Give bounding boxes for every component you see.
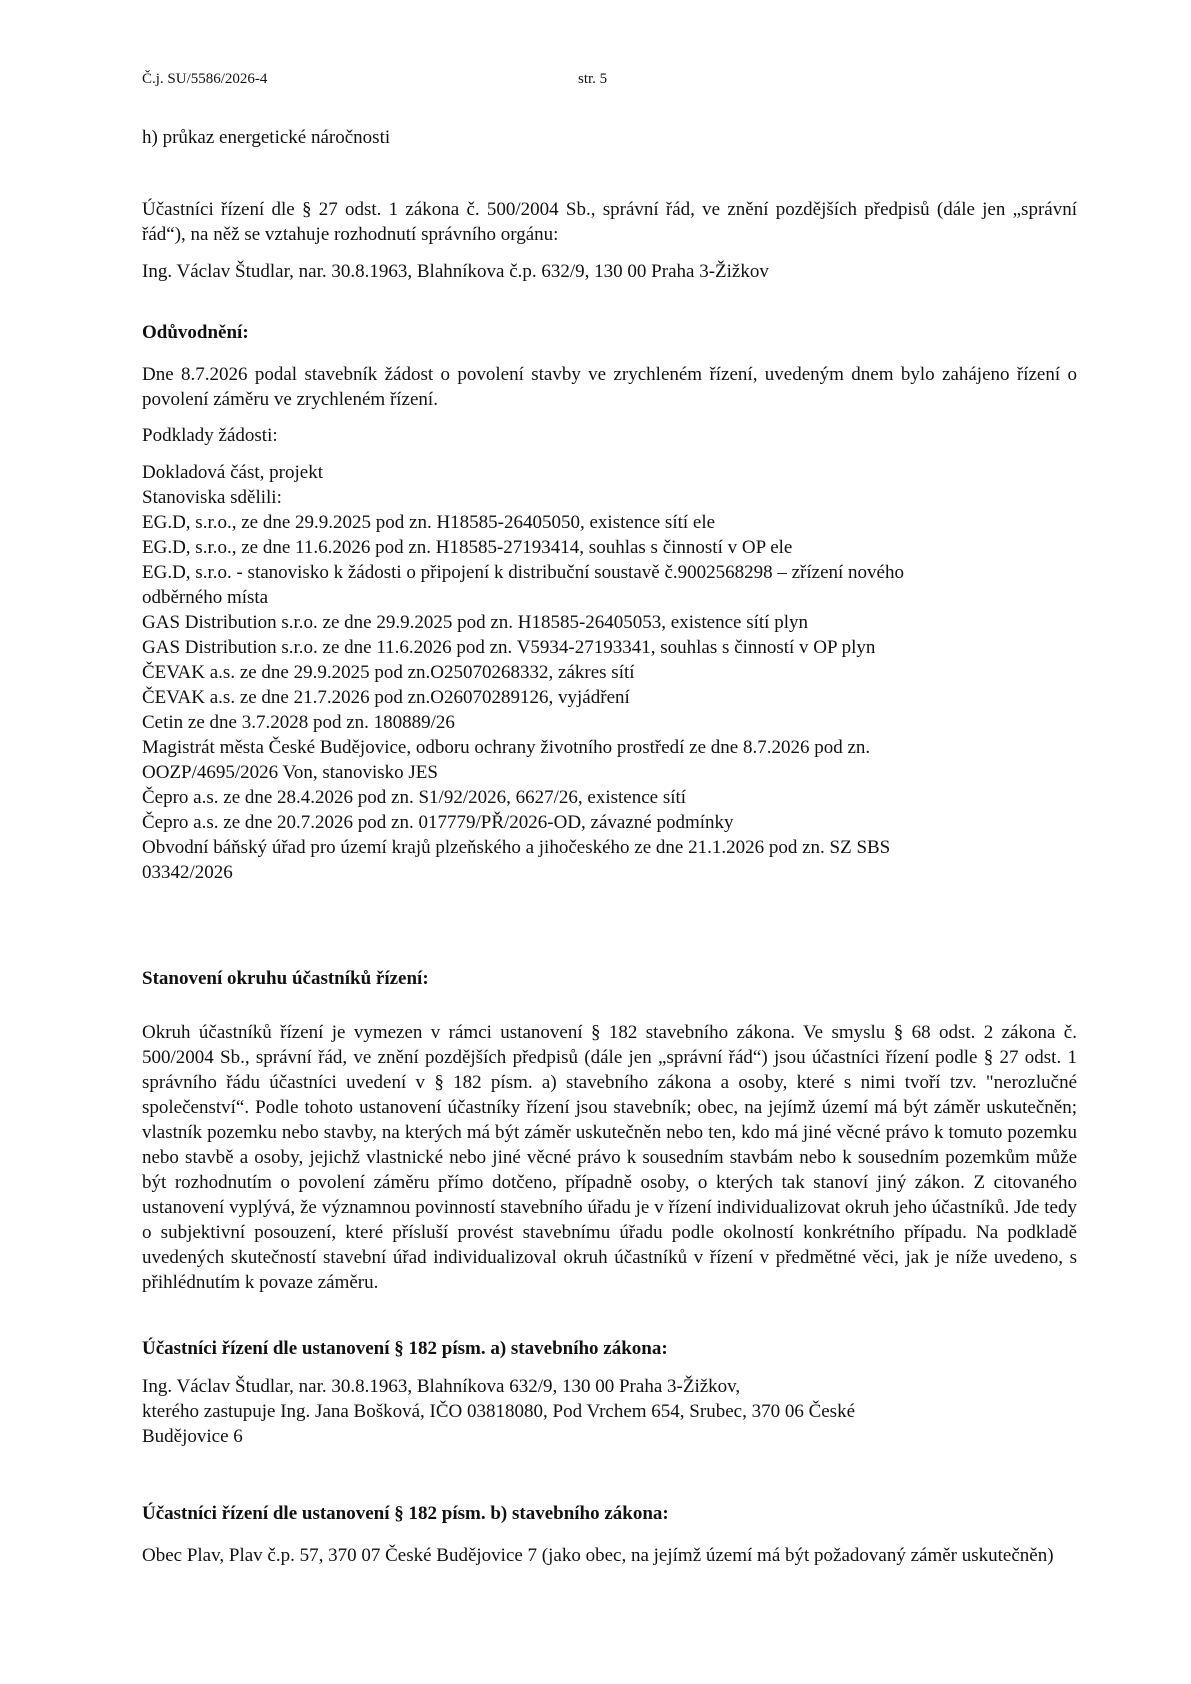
representative-city: Budějovice 6 xyxy=(142,1426,243,1447)
page-number: str. 5 xyxy=(578,71,608,87)
list-item: Magistrát města České Budějovice, odboru ochrany životního prostředí ze dne 8.7.2026 pod zn. xyxy=(142,737,871,758)
section-a-heading: Účastníci řízení dle ustanovení § 182 písm. a) stavebního zákona: xyxy=(142,1338,668,1359)
reference-number: Č.j. SU/5586/2026-4 xyxy=(142,71,268,87)
list-item: odběrného místa xyxy=(142,587,269,608)
participant-line: Ing. Václav Študlar, nar. 30.8.1963, Blahníkova 632/9, 130 00 Praha 3-Žižkov, xyxy=(142,1376,741,1397)
list-item: EG.D, s.r.o., ze dne 29.9.2025 pod zn. H18585-26405050, existence sítí ele xyxy=(142,512,716,533)
section-b-text: Obec Plav, Plav č.p. 57, 370 07 České Budějovice 7 (jako obec, na jejímž území má být požadovaný záměr uskutečněn) xyxy=(142,1545,1054,1566)
item-h: h) průkaz energetické náročnosti xyxy=(142,127,391,148)
list-item: 03342/2026 xyxy=(142,862,233,883)
representative-line: kterého zastupuje Ing. Jana Bošková, IČO 03818080, Pod Vrchem 654, Srubec, 370 06 České xyxy=(142,1401,856,1422)
participant-main: Ing. Václav Študlar, nar. 30.8.1963, Blahníkova č.p. 632/9, 130 00 Praha 3-Žižkov xyxy=(142,261,769,282)
list-item: EG.D, s.r.o. - stanovisko k žádosti o připojení k distribuční soustavě č.9002568298 – zřízení nového xyxy=(142,562,904,583)
list-item: Cetin ze dne 3.7.2028 pod zn. 180889/26 xyxy=(142,712,455,733)
participants-intro: Účastníci řízení dle § 27 odst. 1 zákona č. 500/2004 Sb., správní řád, ve znění pozdějších předpisů (dále jen „správní řád“), na něž se vztahuje rozhodnutí správního orgánu: xyxy=(142,199,1077,245)
section-b-heading: Účastníci řízení dle ustanovení § 182 písm. b) stavebního zákona: xyxy=(142,1503,669,1524)
list-item: EG.D, s.r.o., ze dne 11.6.2026 pod zn. H18585-27193414, souhlas s činností v OP ele xyxy=(142,537,793,558)
opinions-label: Stanoviska sdělili: xyxy=(142,487,282,508)
list-item: ČEVAK a.s. ze dne 21.7.2026 pod zn.O26070289126, vyjádření xyxy=(142,687,630,708)
list-item: GAS Distribution s.r.o. ze dne 11.6.2026 pod zn. V5934-27193341, souhlas s činností v OP plyn xyxy=(142,637,876,658)
section-a-participant xyxy=(142,1374,1077,1449)
list-item: GAS Distribution s.r.o. ze dne 29.9.2025 pod zn. H18585-26405053, existence sítí plyn xyxy=(142,612,808,633)
list-item: Obvodní báňský úřad pro území krajů plzeňského a jihočeského ze dne 21.1.2026 pod zn. SZ SBS xyxy=(142,837,891,858)
basis-label: Podklady žádosti: xyxy=(142,425,278,446)
list-item: Čepro a.s. ze dne 28.4.2026 pod zn. S1/92/2026, 6627/26, existence sítí xyxy=(142,787,687,808)
list-item: ČEVAK a.s. ze dne 29.9.2025 pod zn.O25070268332, zákres sítí xyxy=(142,662,635,683)
reasoning-intro: Dne 8.7.2026 podal stavebník žádost o povolení stavby ve zrychleném řízení, uvedeným dnem bylo zahájeno řízení o povolení záměru ve zrychleném řízení. xyxy=(142,364,1077,410)
opinions-list xyxy=(142,510,1077,885)
documentation-part: Dokladová část, projekt xyxy=(142,462,323,483)
circle-heading: Stanovení okruhu účastníků řízení: xyxy=(142,968,429,989)
list-item: OOZP/4695/2026 Von, stanovisko JES xyxy=(142,762,438,783)
circle-text: Okruh účastníků řízení je vymezen v rámci ustanovení § 182 stavebního zákona. Ve smyslu § 68 odst. 2 zákona č. 500/2004 Sb., správní řád, ve znění pozdějších předpisů (dále jen „správní řád“) jsou účastníci řízení podle § 27 odst. 1 správního řádu účastníci uvedení v § 182 písm. a) stavebního zákona a osoby, které s nimi tvoří tzv. "nerozlučné společenství“. Podle tohoto ustanovení účastníky řízení jsou stavebník; obec, na jejímž území má být záměr uskutečněn; vlastník pozemku nebo stavby, na kterých má být záměr uskutečněn nebo ten, kdo má jiné věcné právo k tomuto pozemku nebo stavbě a osoby, jejichž vlastnické nebo jiné věcné právo k sousedním stavbám nebo k sousedním pozemkům může být rozhodnutím o povolení záměru přímo dotčeno, případně osoby, o kterých tak stanoví jiný zákon. Z citovaného ustanovení vyplývá, že významnou povinností stavebního úřadu je v řízení individualizovat okruh jeho účastníků. Jde tedy o subjektivní posouzení, které přísluší provést stavebnímu úřadu podle okolností konkrétního případu. Na podkladě uvedených skutečností stavební úřad individualizoval okruh účastníků v řízení v předmětné věci, jak je níže uvedeno, s přihlédnutím k povaze záměru. xyxy=(142,1022,1077,1293)
list-item: Čepro a.s. ze dne 20.7.2026 pod zn. 017779/PŘ/2026-OD, závazné podmínky xyxy=(142,812,734,833)
reasoning-heading: Odůvodnění: xyxy=(142,322,249,343)
